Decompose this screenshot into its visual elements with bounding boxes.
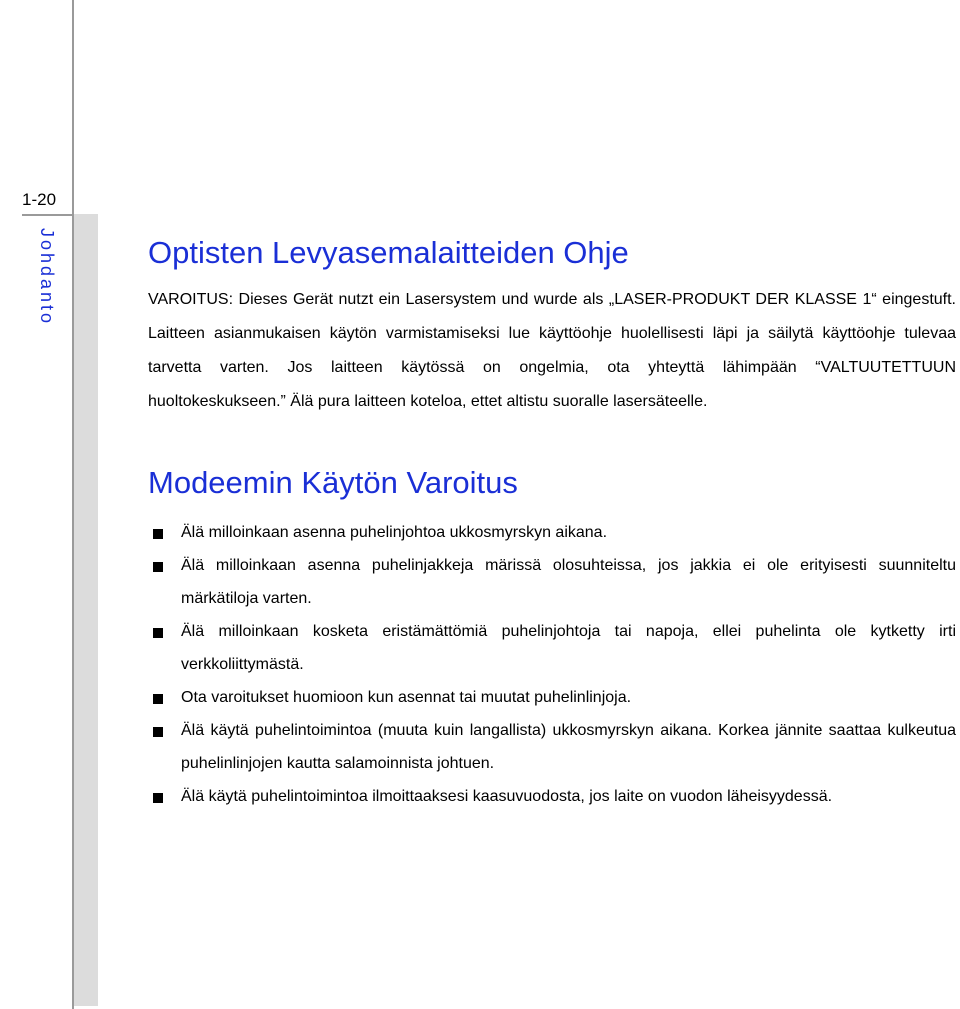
list-item-text: Älä milloinkaan asenna puhelinjohtoa ukkosmyrskyn aikana. xyxy=(181,524,608,541)
list-item xyxy=(148,615,956,681)
square-bullet-icon xyxy=(153,562,163,572)
modem-section-heading: Modeemin Käytön Varoitus xyxy=(148,465,518,500)
laser-section-heading: Optisten Levyasemalaitteiden Ohje xyxy=(148,235,629,270)
square-bullet-icon xyxy=(153,529,163,539)
square-bullet-icon xyxy=(153,793,163,803)
page-number: 1-20 xyxy=(22,190,72,216)
list-item xyxy=(148,714,956,780)
list-item-text: Ota varoitukset huomioon kun asennat tai muutat puhelinlinjoja. xyxy=(181,689,632,706)
section-tab: Johdanto xyxy=(37,228,57,327)
side-band xyxy=(74,214,98,1006)
list-item xyxy=(148,516,956,549)
laser-warning-paragraph: VAROITUS: Dieses Gerät nutzt ein Lasersystem und wurde als „LASER-PRODUKT DER KLASSE 1“ eingestuft. Laitteen asianmukaisen käytön varmistamiseksi lue käyttöohje huolellisesti läpi ja säilytä käyttöohje tulevaa tarvetta varten. Jos laitteen käytössä on ongelmia, ota yhteyttä lähimpään “VALTUUTETTUUN huoltokeskukseen.” Älä pura laitteen koteloa, ettet altistu suoralle lasersäteelle. xyxy=(148,291,956,410)
modem-warning-list xyxy=(148,516,956,813)
list-item-text: Älä milloinkaan asenna puhelinjakkeja märissä olosuhteissa, jos jakkia ei ole erityisesti suunniteltu märkätiloja varten. xyxy=(181,557,956,607)
square-bullet-icon xyxy=(153,628,163,638)
list-item-text: Älä käytä puhelintoimintoa (muuta kuin langallista) ukkosmyrskyn aikana. Korkea jännite saattaa kulkeutua puhelinlinjojen kautta salamoinnista johtuen. xyxy=(181,722,956,772)
square-bullet-icon xyxy=(153,727,163,737)
list-item xyxy=(148,780,956,813)
square-bullet-icon xyxy=(153,694,163,704)
list-item-text: Älä käytä puhelintoimintoa ilmoittaaksesi kaasuvuodosta, jos laite on vuodon läheisyydessä. xyxy=(181,788,833,805)
list-item xyxy=(148,549,956,615)
list-item xyxy=(148,681,956,714)
list-item-text: Älä milloinkaan kosketa eristämättömiä puhelinjohtoja tai napoja, ellei puhelinta ole kytketty irti verkkoliittymästä. xyxy=(181,623,956,673)
